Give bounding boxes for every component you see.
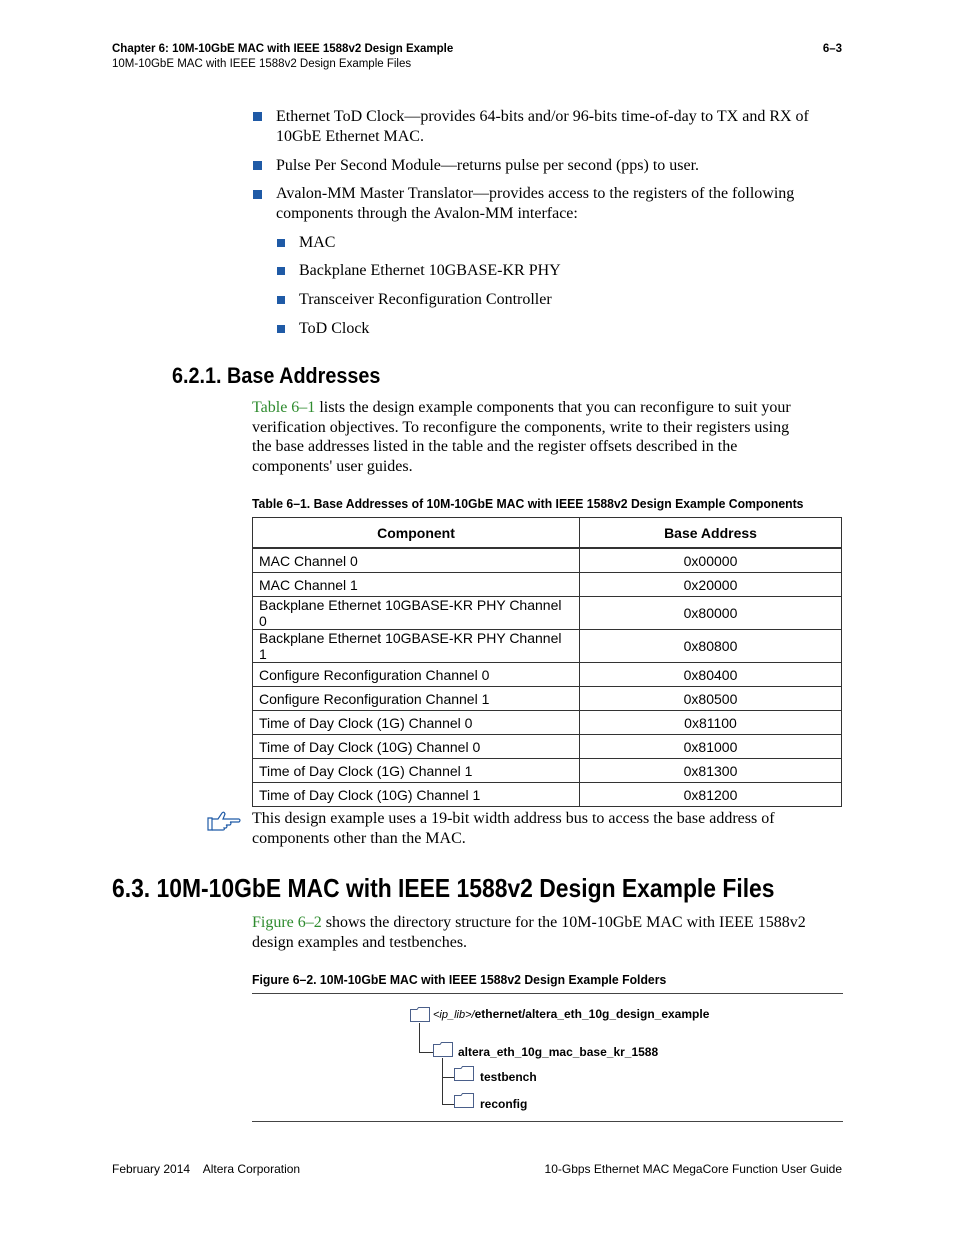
table-row <box>253 663 842 687</box>
component-cell: Backplane Ethernet 10GBASE-KR PHY Channel 0 <box>253 597 580 630</box>
paragraph-text: the base addresses listed in the table and the register offsets described in the <box>252 438 738 456</box>
table-caption: Table 6–1. Base Addresses of 10M-10GbE MAC with IEEE 1588v2 Design Example Components <box>252 496 804 511</box>
footer-right: 10-Gbps Ethernet MAC MegaCore Function User Guide <box>544 1162 842 1176</box>
base-address-cell: 0x80500 <box>580 687 842 711</box>
component-cell: MAC Channel 0 <box>253 548 580 573</box>
header-subtitle: 10M-10GbE MAC with IEEE 1588v2 Design Example Files <box>112 58 412 70</box>
folder-icon <box>454 1066 474 1081</box>
base-address-cell: 0x20000 <box>580 573 842 597</box>
sub-bullet-marker <box>277 296 285 304</box>
paragraph <box>252 398 842 477</box>
component-cell: Time of Day Clock (10G) Channel 1 <box>253 783 580 807</box>
table-row <box>253 711 842 735</box>
bullet-item <box>276 107 809 147</box>
tree-connector <box>419 1023 420 1053</box>
base-address-cell: 0x80000 <box>580 597 842 630</box>
component-cell: Time of Day Clock (10G) Channel 0 <box>253 735 580 759</box>
bullet-text-line: Avalon-MM Master Translator—provides access to the registers of the following <box>276 185 795 202</box>
section-heading: 6.3. 10M-10GbE MAC with IEEE 1588v2 Design Example Files <box>112 873 775 903</box>
component-cell: Backplane Ethernet 10GBASE-KR PHY Channel 1 <box>253 630 580 663</box>
paragraph <box>252 913 842 952</box>
figure-link[interactable]: Figure 6–2 <box>252 914 322 931</box>
note-line: components other than the MAC. <box>252 829 466 847</box>
tree-connector <box>442 1058 443 1104</box>
bullet-text-line: components through the Avalon-MM interface: <box>276 205 578 222</box>
table-row <box>253 783 842 807</box>
sub-bullet-item: Transceiver Reconfiguration Controller <box>299 291 552 308</box>
table-row <box>253 573 842 597</box>
sub-bullet-marker <box>277 325 285 333</box>
folder-child-label: altera_eth_10g_mac_base_kr_1588 <box>458 1045 659 1059</box>
figure-bottom-rule <box>252 1121 843 1122</box>
component-cell: Time of Day Clock (1G) Channel 0 <box>253 711 580 735</box>
folder-root-path: ethernet/altera_eth_10g_design_example <box>474 1007 710 1021</box>
base-address-cell: 0x81000 <box>580 735 842 759</box>
bullet-text-line: Ethernet ToD Clock—provides 64-bits and/or 96-bits time-of-day to TX and RX of <box>276 108 809 125</box>
paragraph-text: design examples and testbenches. <box>252 933 468 951</box>
folder-icon <box>433 1042 453 1057</box>
section-heading: 6.2.1. Base Addresses <box>172 363 381 388</box>
bullet-item <box>276 156 699 176</box>
bullet-marker <box>253 190 262 199</box>
paragraph-text: shows the directory structure for the 10M-10GbE MAC with IEEE 1588v2 <box>321 914 806 931</box>
table-row <box>253 735 842 759</box>
folder-testbench-label: testbench <box>480 1070 537 1084</box>
folder-root-label <box>433 1007 709 1021</box>
table-row <box>253 759 842 783</box>
table-row <box>253 597 842 630</box>
header-page-number: 6–3 <box>822 43 842 55</box>
bullet-marker <box>253 112 262 121</box>
base-address-cell: 0x81200 <box>580 783 842 807</box>
base-address-table <box>252 517 842 807</box>
paragraph-text: components' user guides. <box>252 458 413 476</box>
folder-reconfig-label: reconfig <box>480 1097 528 1111</box>
tree-connector <box>419 1052 433 1053</box>
tree-connector <box>442 1077 454 1078</box>
paragraph-text: verification objectives. To reconfigure the components, write to their registers using <box>252 418 790 436</box>
base-address-cell: 0x80400 <box>580 663 842 687</box>
base-address-cell: 0x81100 <box>580 711 842 735</box>
sub-bullet-item: ToD Clock <box>299 320 370 337</box>
component-cell: Time of Day Clock (1G) Channel 1 <box>253 759 580 783</box>
bullet-marker <box>253 161 262 170</box>
ip-lib-prefix: <ip_lib>/ <box>433 1009 475 1021</box>
note-text <box>252 809 842 848</box>
footer-left: February 2014 Altera Corporation <box>112 1162 301 1176</box>
pointing-hand-icon <box>206 810 242 832</box>
note-line: This design example uses a 19-bit width address bus to access the base address of <box>252 810 775 827</box>
component-cell: Configure Reconfiguration Channel 1 <box>253 687 580 711</box>
bullet-item <box>276 184 794 224</box>
bullet-text-line: 10GbE Ethernet MAC. <box>276 128 424 145</box>
table-header: Base Address <box>580 518 842 549</box>
tree-connector <box>442 1104 454 1105</box>
sub-bullet-marker <box>277 267 285 275</box>
folder-icon <box>454 1093 474 1108</box>
table-row <box>253 548 842 573</box>
header-chapter: Chapter 6: 10M-10GbE MAC with IEEE 1588v2 Design Example <box>112 43 454 55</box>
sub-bullet-marker <box>277 239 285 247</box>
figure-caption: Figure 6–2. 10M-10GbE MAC with IEEE 1588v2 Design Example Folders <box>252 972 667 987</box>
table-header: Component <box>253 518 580 549</box>
folder-icon <box>410 1007 430 1022</box>
component-cell: MAC Channel 1 <box>253 573 580 597</box>
bullet-text-line: Pulse Per Second Module—returns pulse per second (pps) to user. <box>276 157 700 174</box>
table-row <box>253 630 842 663</box>
table-row <box>253 687 842 711</box>
component-cell: Configure Reconfiguration Channel 0 <box>253 663 580 687</box>
sub-bullet-item: Backplane Ethernet 10GBASE-KR PHY <box>299 262 561 279</box>
sub-bullet-item: MAC <box>299 234 336 251</box>
figure-top-rule <box>252 993 843 994</box>
paragraph-text: lists the design example components that you can reconfigure to suit your <box>315 399 791 416</box>
base-address-cell: 0x80800 <box>580 630 842 663</box>
table-link[interactable]: Table 6–1 <box>252 399 316 416</box>
base-address-cell: 0x00000 <box>580 548 842 573</box>
base-address-cell: 0x81300 <box>580 759 842 783</box>
